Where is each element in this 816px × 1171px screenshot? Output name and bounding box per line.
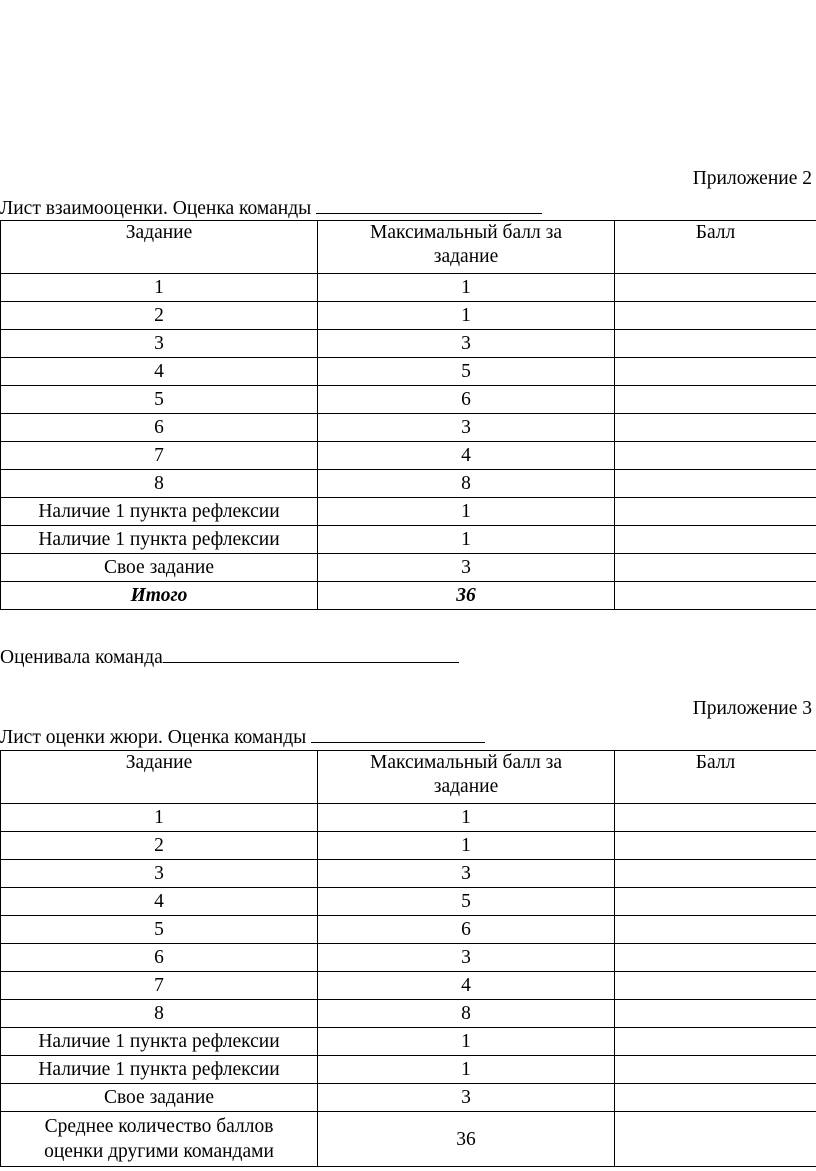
max-score-cell: 4 — [318, 442, 615, 470]
table-header-row — [1, 221, 816, 274]
score-cell[interactable] — [615, 888, 816, 916]
max-score-cell: 6 — [318, 916, 615, 944]
max-score-cell: 5 — [318, 358, 615, 386]
team-name-blank[interactable] — [311, 723, 485, 743]
table-row — [1, 1056, 816, 1084]
table-row — [1, 1028, 816, 1056]
total-label: Итого — [1, 582, 318, 610]
task-cell: Наличие 1 пункта рефлексии — [1, 526, 318, 554]
table-row — [1, 1084, 816, 1112]
task-cell: 1 — [1, 274, 318, 302]
score-cell[interactable] — [615, 916, 816, 944]
total-row — [1, 582, 816, 610]
table-row — [1, 330, 816, 358]
task-cell: 3 — [1, 860, 318, 888]
max-score-cell: 3 — [318, 1084, 615, 1112]
column-header-task: Задание — [1, 751, 318, 804]
column-header-score: Балл — [615, 221, 816, 274]
score-cell[interactable] — [615, 498, 816, 526]
score-cell[interactable] — [615, 386, 816, 414]
table-row — [1, 526, 816, 554]
table-row — [1, 972, 816, 1000]
task-cell: Наличие 1 пункта рефлексии — [1, 1056, 318, 1084]
table-row — [1, 554, 816, 582]
evaluating-team-blank[interactable] — [163, 643, 459, 663]
jury-assessment-table — [0, 750, 816, 1167]
table-row — [1, 832, 816, 860]
task-cell: 3 — [1, 330, 318, 358]
appendix-3-title-text: Лист оценки жюри. Оценка команды — [0, 727, 307, 748]
max-score-cell: 1 — [318, 302, 615, 330]
max-score-cell: 6 — [318, 386, 615, 414]
task-cell: 6 — [1, 414, 318, 442]
max-score-cell: 1 — [318, 526, 615, 554]
table-row — [1, 414, 816, 442]
max-score-cell: 5 — [318, 888, 615, 916]
task-cell: Наличие 1 пункта рефлексии — [1, 1028, 318, 1056]
max-score-cell: 8 — [318, 470, 615, 498]
score-cell[interactable] — [615, 860, 816, 888]
evaluating-team-label: Оценивала команда — [0, 647, 163, 668]
max-score-cell: 4 — [318, 972, 615, 1000]
task-cell: 4 — [1, 358, 318, 386]
max-score-cell: 1 — [318, 804, 615, 832]
score-cell[interactable] — [615, 302, 816, 330]
score-cell[interactable] — [615, 414, 816, 442]
average-label — [1, 1112, 318, 1167]
peer-assessment-table — [0, 220, 816, 610]
evaluating-team-line — [0, 643, 459, 670]
max-score-cell: 3 — [318, 330, 615, 358]
task-cell: 8 — [1, 1000, 318, 1028]
table-row — [1, 386, 816, 414]
team-name-blank[interactable] — [316, 194, 542, 214]
score-cell[interactable] — [615, 358, 816, 386]
max-score-cell: 3 — [318, 860, 615, 888]
table-row — [1, 358, 816, 386]
max-score-cell: 3 — [318, 944, 615, 972]
table-row — [1, 916, 816, 944]
task-cell: 5 — [1, 386, 318, 414]
table-row — [1, 470, 816, 498]
appendix-2-label: Приложение 2 — [692, 168, 812, 189]
score-cell[interactable] — [615, 832, 816, 860]
score-cell[interactable] — [615, 526, 816, 554]
task-cell: 2 — [1, 832, 318, 860]
task-cell: Свое задание — [1, 554, 318, 582]
task-cell: 2 — [1, 302, 318, 330]
table-row — [1, 860, 816, 888]
table-row — [1, 1000, 816, 1028]
table-row — [1, 804, 816, 832]
max-score-cell: 1 — [318, 832, 615, 860]
table-header-row — [1, 751, 816, 804]
score-cell[interactable] — [615, 274, 816, 302]
score-cell[interactable] — [615, 442, 816, 470]
table-row — [1, 302, 816, 330]
max-score-cell: 1 — [318, 274, 615, 302]
average-score-cell[interactable] — [615, 1112, 816, 1167]
max-score-cell: 3 — [318, 414, 615, 442]
table-row — [1, 274, 816, 302]
score-cell[interactable] — [615, 972, 816, 1000]
average-max-score: 36 — [318, 1112, 615, 1167]
table-row — [1, 944, 816, 972]
score-cell[interactable] — [615, 554, 816, 582]
task-cell: 5 — [1, 916, 318, 944]
appendix-2-title — [0, 194, 542, 221]
max-score-cell: 8 — [318, 1000, 615, 1028]
table-row — [1, 442, 816, 470]
average-row — [1, 1112, 816, 1167]
appendix-3-label: Приложение 3 — [692, 698, 812, 719]
score-cell[interactable] — [615, 1056, 816, 1084]
score-cell[interactable] — [615, 804, 816, 832]
task-cell: 7 — [1, 442, 318, 470]
total-score-cell[interactable] — [615, 582, 816, 610]
task-cell: Свое задание — [1, 1084, 318, 1112]
task-cell: 1 — [1, 804, 318, 832]
max-score-cell: 1 — [318, 1028, 615, 1056]
task-cell: Наличие 1 пункта рефлексии — [1, 498, 318, 526]
max-score-cell: 1 — [318, 1056, 615, 1084]
appendix-3-title — [0, 723, 485, 750]
column-header-max-score: Максимальный балл за задание — [318, 221, 615, 274]
task-cell: 8 — [1, 470, 318, 498]
max-score-cell: 3 — [318, 554, 615, 582]
score-cell[interactable] — [615, 1028, 816, 1056]
average-label-line-2: оценки другими командами — [44, 1141, 274, 1162]
score-cell[interactable] — [615, 944, 816, 972]
task-cell: 7 — [1, 972, 318, 1000]
table-row — [1, 498, 816, 526]
appendix-2-title-text: Лист взаимооценки. Оценка команды — [0, 198, 312, 219]
score-cell[interactable] — [615, 330, 816, 358]
column-header-task: Задание — [1, 221, 318, 274]
task-cell: 6 — [1, 944, 318, 972]
score-cell[interactable] — [615, 470, 816, 498]
score-cell[interactable] — [615, 1084, 816, 1112]
column-header-max-score: Максимальный балл за задание — [318, 751, 615, 804]
max-score-cell: 1 — [318, 498, 615, 526]
average-label-line-1: Среднее количество баллов — [44, 1116, 274, 1137]
score-cell[interactable] — [615, 1000, 816, 1028]
table-row — [1, 888, 816, 916]
task-cell: 4 — [1, 888, 318, 916]
total-max-score: 36 — [318, 582, 615, 610]
column-header-score: Балл — [615, 751, 816, 804]
